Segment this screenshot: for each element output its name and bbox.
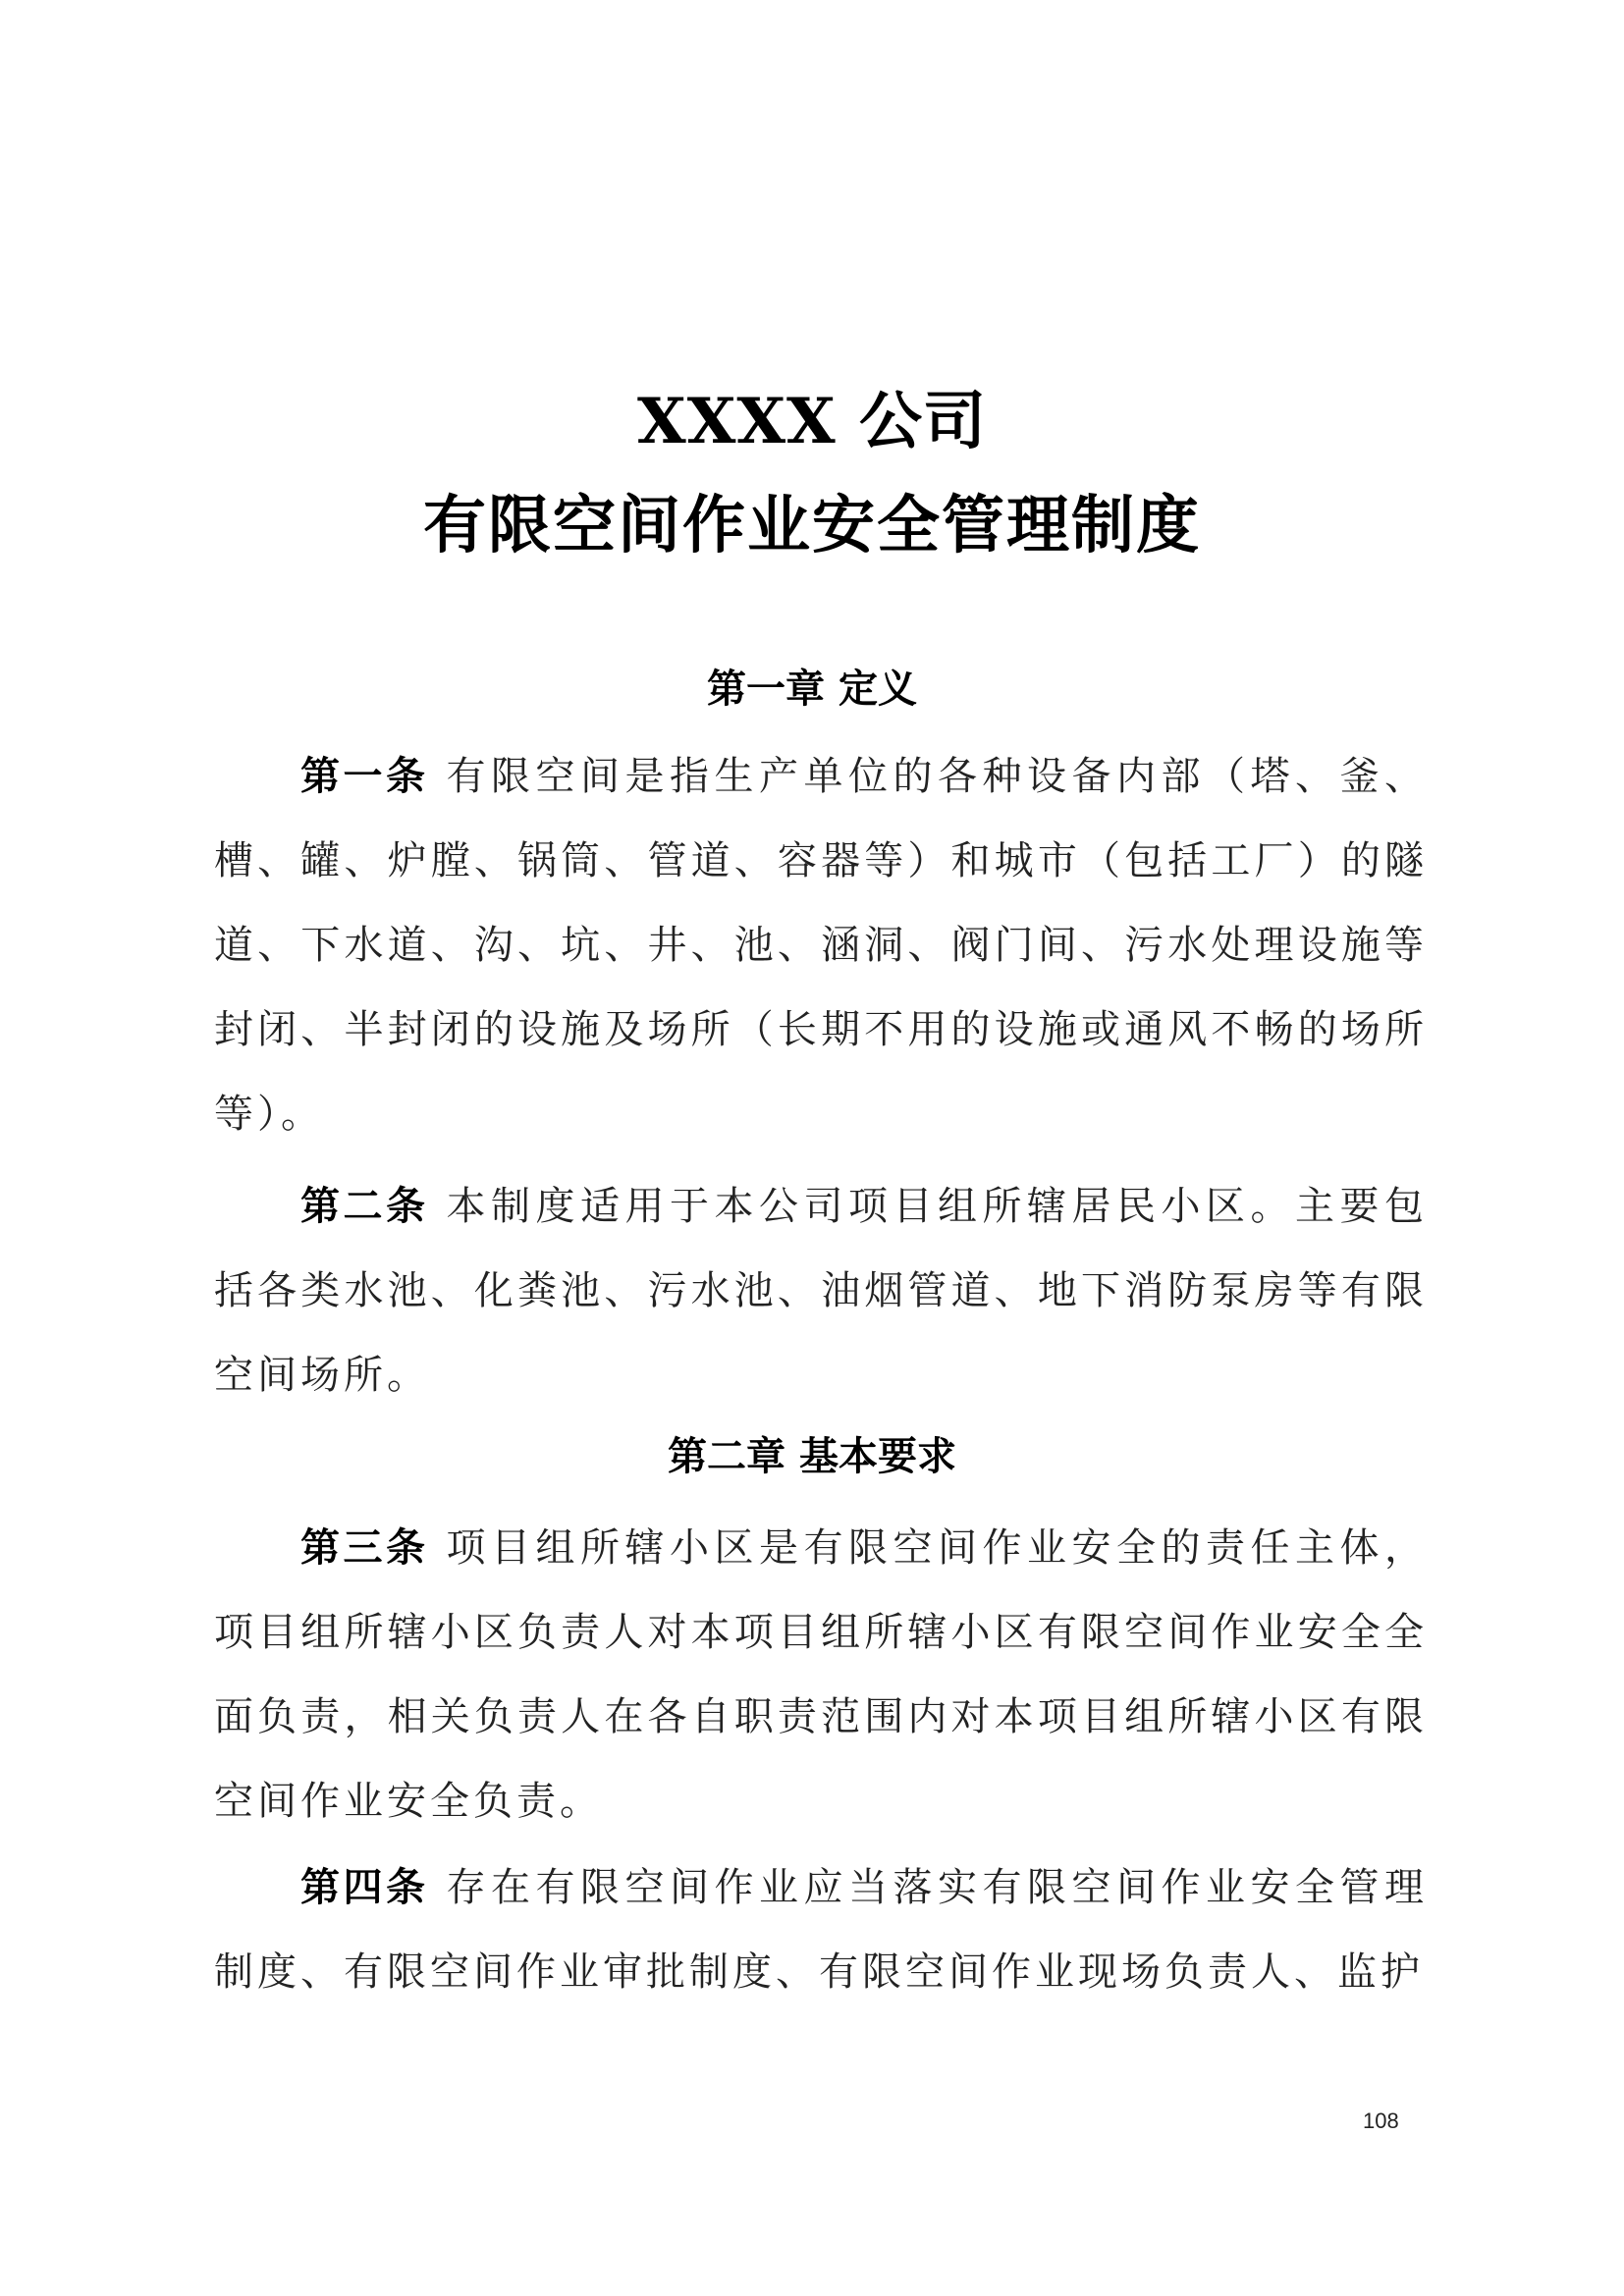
document-title-company: XXXX 公司 [637,385,987,458]
article-label: 第四条 [300,1864,429,1910]
article-text: 有限空间是指生产单位的各种设备内部（塔、釜、槽、罐、炉膛、锅筒、管道、容器等）和城市（包括工厂）的隧道、下水道、沟、坑、井、池、涵洞、阀门间、污水处理设施等封闭、半封闭的设施及场所（长期不用的设施或通风不畅的场所等）。 [214,754,1428,1137]
article-text: 项目组所辖小区是有限空间作业安全的责任主体，项目组所辖小区负责人对本项目组所辖小区有限空间作业安全全面负责，相关负责人在各自职责范围内对本项目组所辖小区有限空间作业安全负责。 [214,1525,1428,1824]
article-paragraph-2 [214,1164,1428,1417]
article-text: 存在有限空间作业应当落实有限空间作业安全管理制度、有限空间作业审批制度、有限空间作业现场负责人、监护 [214,1865,1428,1995]
article-paragraph-4 [214,1845,1428,2014]
document-title-regulation: 有限空间作业安全管理制度 [423,489,1201,562]
article-text: 本制度适用于本公司项目组所辖居民小区。主要包括各类水池、化粪池、污水池、油烟管道、地下消防泵房等有限空间场所。 [214,1184,1428,1398]
article-label: 第三条 [300,1524,429,1571]
article-paragraph-1 [214,734,1428,1156]
chapter-heading-2: 第二章 基本要求 [668,1434,956,1479]
chapter-heading-1: 第一章 定义 [707,667,917,712]
page-number: 108 [1363,2109,1399,2133]
article-label: 第二条 [300,1183,429,1229]
article-paragraph-3 [214,1506,1428,1843]
article-label: 第一条 [300,753,429,799]
